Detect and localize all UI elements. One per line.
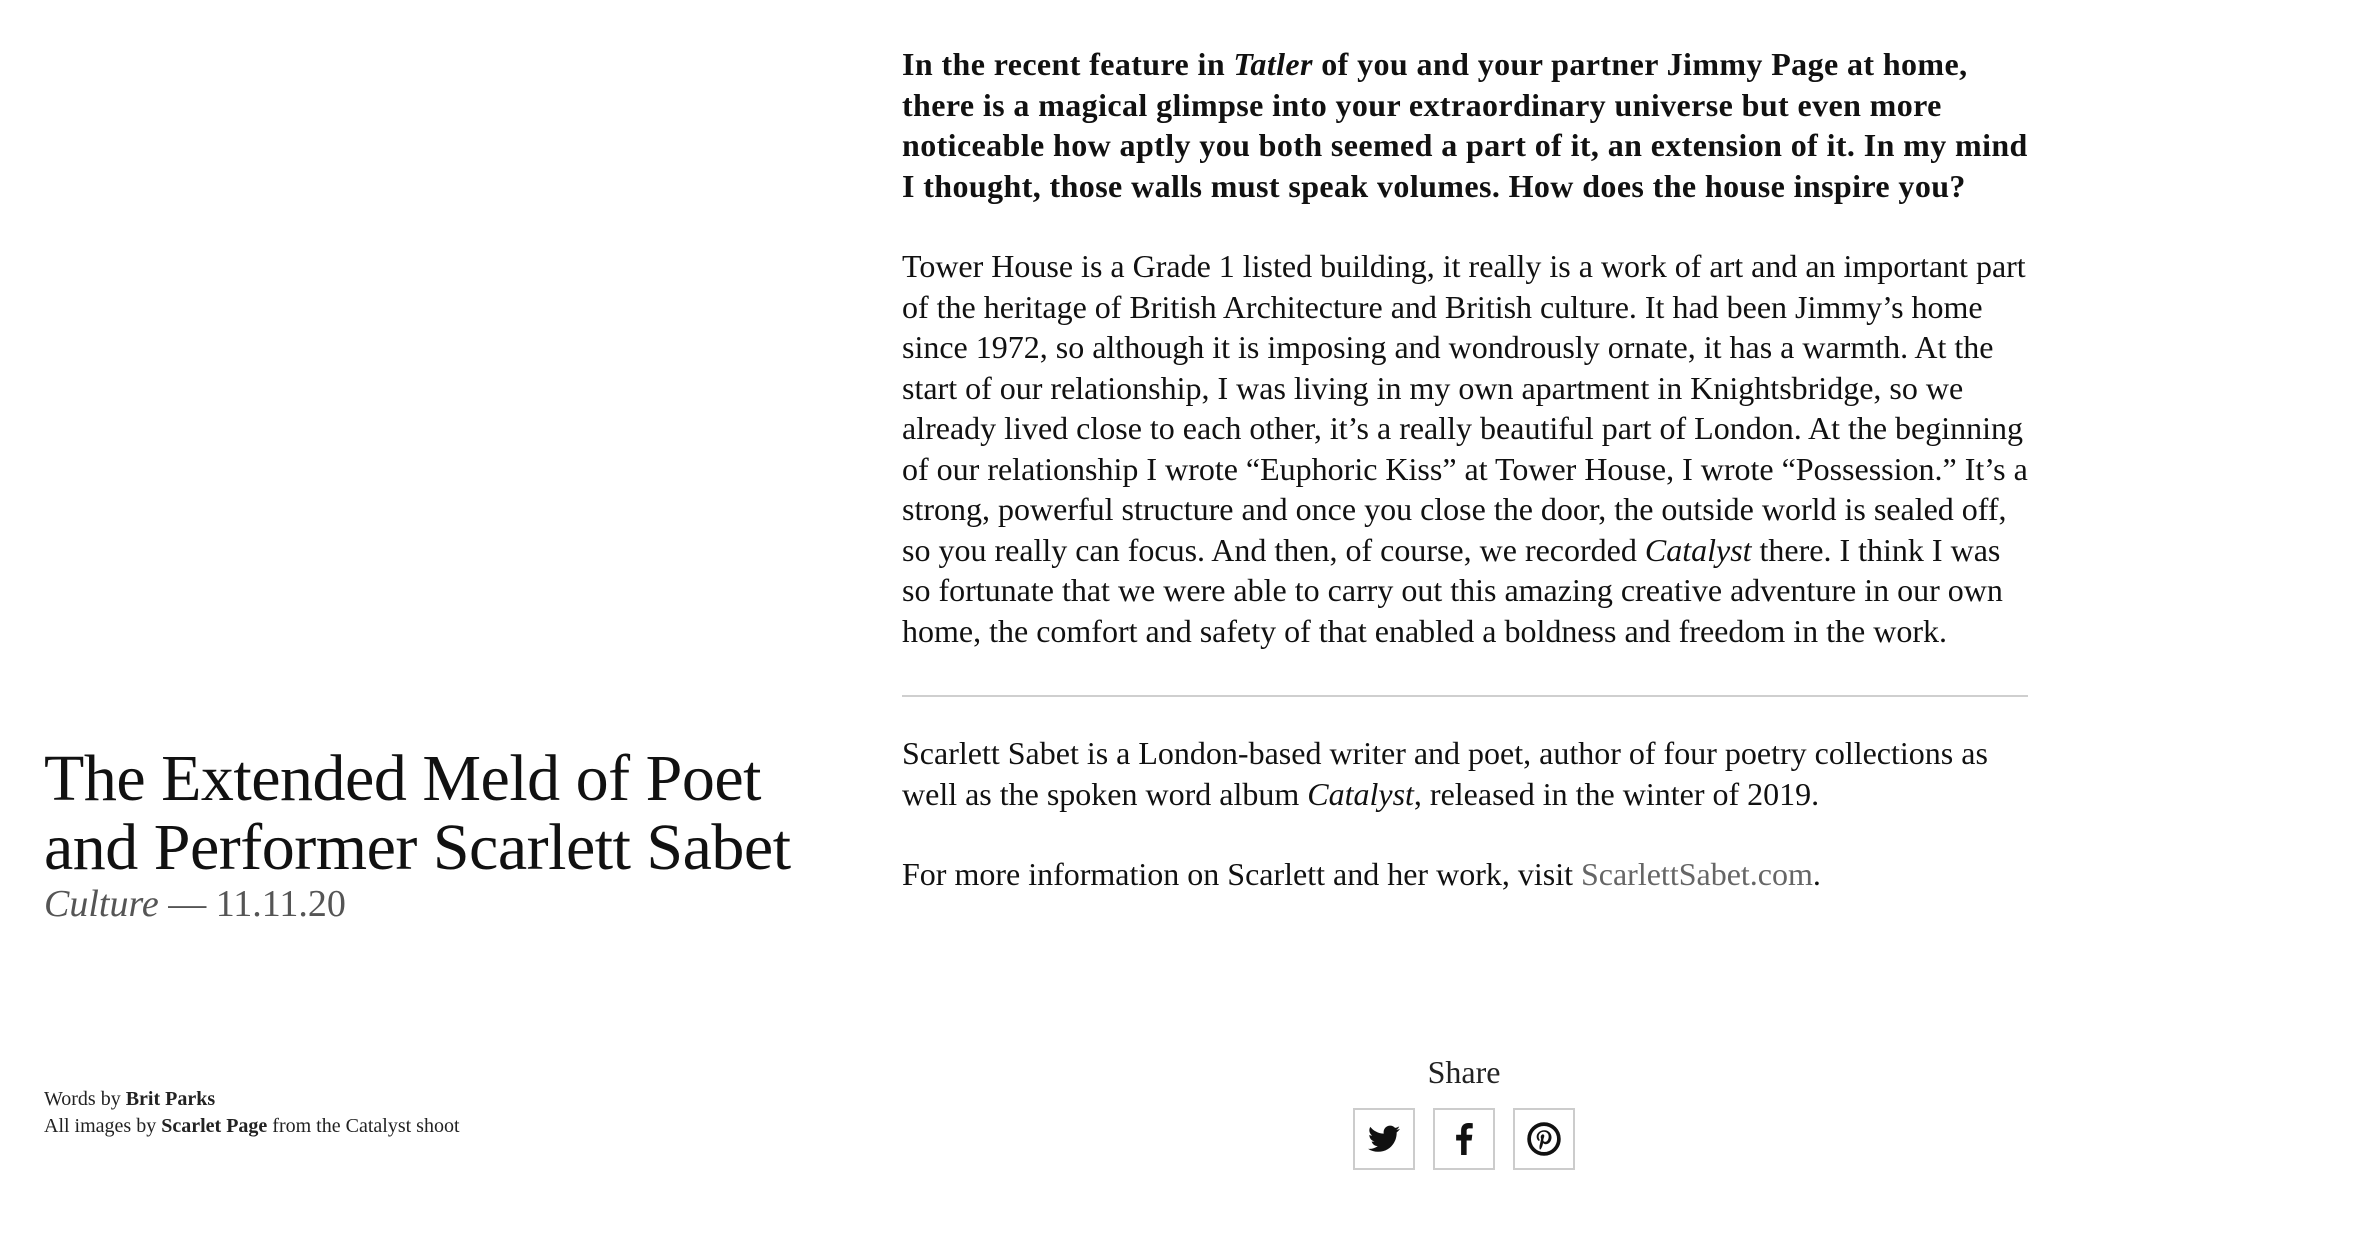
author-name: Brit Parks [125, 1088, 216, 1110]
share-section [1350, 1052, 1578, 1170]
share-label: Share [1427, 1054, 1501, 1090]
page-title: The Extended Meld of Poet and Performer Scarlett Sabet [44, 742, 791, 884]
divider [902, 695, 2028, 697]
category-label[interactable]: Culture [44, 883, 159, 925]
share-buttons [1350, 1108, 1578, 1170]
article-body [902, 44, 2030, 895]
article-meta [44, 882, 804, 926]
article-credits [44, 1086, 460, 1140]
photographer-name: Scarlet Page [161, 1115, 268, 1137]
words-credit: Words by Brit Parks [44, 1088, 216, 1110]
interview-question: In the recent feature in Tatler of you and your partner Jimmy Page at home, there is a magical glimpse into your extraordinary universe but even more noticeable how aptly you both seemed a part of it, an extension of it. In my mind I thought, those walls must speak volumes. How does the house inspire you? [902, 46, 2028, 204]
meta-separator: — [158, 883, 216, 925]
more-info: For more information on Scarlett and her work, visit ScarlettSabet.com. [902, 856, 1821, 892]
pinterest-icon [1527, 1122, 1561, 1156]
facebook-icon [1455, 1123, 1473, 1155]
images-credit: All images by Scarlet Page from the Catalyst shoot [44, 1115, 460, 1137]
share-facebook-button[interactable] [1433, 1108, 1495, 1170]
author-bio: Scarlett Sabet is a London-based writer and poet, author of four poetry collections as well as the spoken word album Catalyst, released in the winter of 2019. [902, 735, 1988, 812]
share-twitter-button[interactable] [1353, 1108, 1415, 1170]
share-pinterest-button[interactable] [1513, 1108, 1575, 1170]
website-link[interactable]: ScarlettSabet.com [1580, 856, 1813, 892]
interview-answer: Tower House is a Grade 1 listed building, it really is a work of art and an important part of the heritage of British Architecture and British culture. It had been Jimmy’s home since 1972, so although it is imposing and wondrously ornate, it has a warmth. At the start of our relationship, I was living in my own apartment in Knightsbridge, so we already lived close to each other, it’s a really beautiful part of London. At the beginning of our relationship I wrote “Euphoric Kiss” at Tower House, I wrote “Possession.” It’s a strong, powerful structure and once you close the door, the outside world is sealed off, so you really can focus. And then, of course, we recorded Catalyst there. I think I was so fortunate that we were able to carry out this amazing creative adventure in our own home, the comfort and safety of that enabled a boldness and freedom in the work. [902, 248, 2028, 649]
publish-date: 11.11.20 [215, 883, 346, 925]
twitter-icon [1368, 1125, 1400, 1153]
article-header [44, 744, 804, 926]
